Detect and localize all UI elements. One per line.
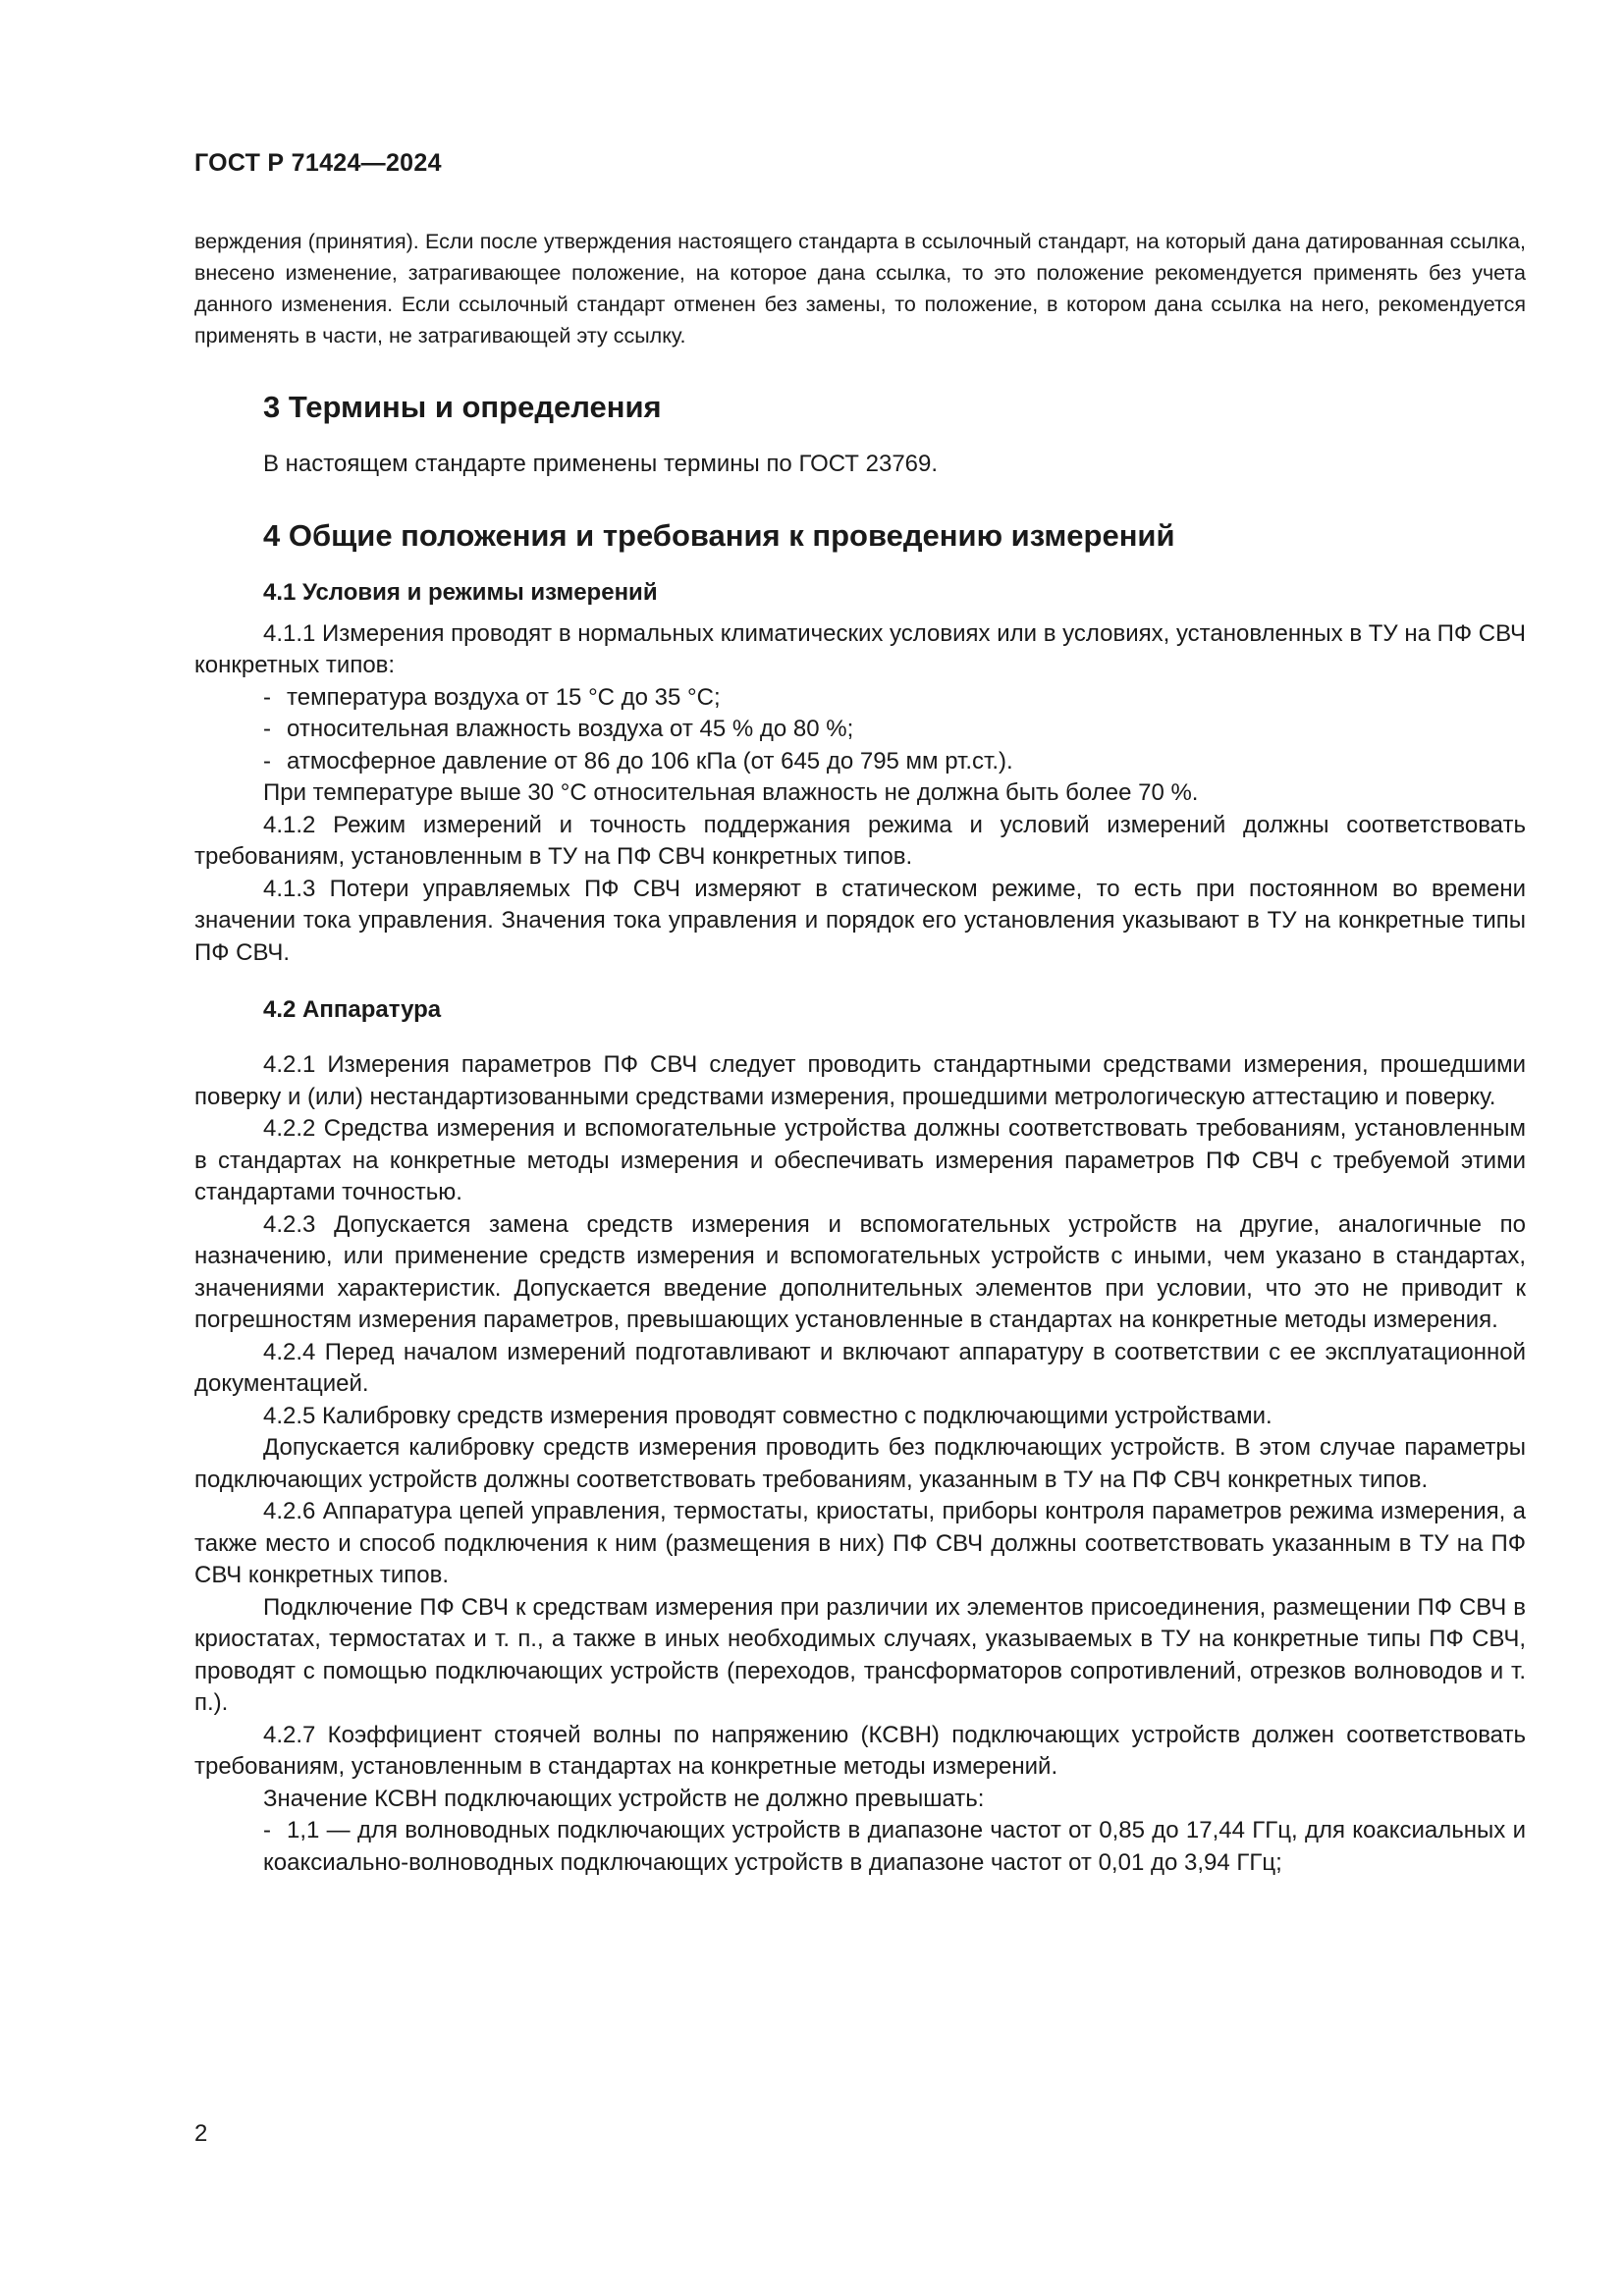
document-body (194, 388, 1526, 1879)
list-item: - атмосферное давление от 86 до 106 кПа (от 645 до 795 мм рт.ст.). (263, 747, 1013, 774)
paragraph-4-2-7-b: Значение КСВН подключающих устройств не должно превышать: (263, 1785, 985, 1812)
list-item: - относительная влажность воздуха от 45 % до 80 %; (263, 716, 854, 742)
page-number: 2 (194, 2120, 208, 2147)
paragraph-4-2-6-b: Подключение ПФ СВЧ к средствам измерения при различии их элементов присоединения, размещении ПФ СВЧ в криостатах, термостатах и т. п., а также в иных необходимых случаях, указываемых в ТУ на конкретные типы ПФ СВЧ, проводят с помощью подключающих устройств (переходов, трансформаторов сопротивлений, отрезков волноводов и т. п.). (194, 1593, 1526, 1716)
list-item: - 1,1 — для волноводных подключающих устройств в диапазоне частот от 0,85 до 17,44 ГГц, для коаксиальных и коаксиально-волноводных подключающих устройств в диапазоне частот от 0,01 до 3,94 ГГц; (263, 1817, 1526, 1876)
list-item: - температура воздуха от 15 °С до 35 °С; (263, 683, 721, 711)
document-header: ГОСТ Р 71424—2024 (194, 149, 442, 177)
section-3-title: 3 Термины и определения (263, 390, 662, 424)
paragraph-4-2-2: 4.2.2 Средства измерения и вспомогательные устройства должны соответствовать требованиям, установленным в стандартах на конкретные методы измерения и обеспечивать измерения параметров ПФ СВЧ с требуемой этими стандартами точностью. (194, 1115, 1526, 1205)
paragraph-4-1-2: 4.1.2 Режим измерений и точность поддержания режима и условий измерений должны соответствовать требованиям, установленным в ТУ на ПФ СВЧ конкретных типов. (194, 811, 1526, 870)
section-3-text: В настоящем стандарте применены термины по ГОСТ 23769. (263, 451, 939, 477)
paragraph-4-1-1-note: При температуре выше 30 °С относительная влажность не должна быть более 70 %. (263, 779, 1199, 806)
paragraph-4-2-5-b: Допускается калибровку средств измерения проводить без подключающих устройств. В этом случае параметры подключающих устройств должны соответствовать требованиям, указанным в ТУ на ПФ СВЧ конкретных типов. (194, 1434, 1526, 1493)
paragraph-4-2-4: 4.2.4 Перед началом измерений подготавливают и включают аппаратуру в соответствии с ее эксплуатационной документацией. (194, 1338, 1526, 1397)
paragraph-4-2-6: 4.2.6 Аппаратура цепей управления, термостаты, криостаты, приборы контроля параметров режима измерения, а также место и способ подключения к ним (размещения в них) ПФ СВЧ должны соответствовать указанным в ТУ на ПФ СВЧ конкретных типов. (194, 1498, 1526, 1588)
paragraph-4-2-7: 4.2.7 Коэффициент стоячей волны по напряжению (КСВН) подключающих устройств должен соответствовать требованиям, установленным в стандартах на конкретные методы измерений. (194, 1721, 1526, 1780)
paragraph-4-1-3: 4.1.3 Потери управляемых ПФ СВЧ измеряют в статическом режиме, то есть при постоянном во времени значении тока управления. Значения тока управления и порядок его установления указывают в ТУ на конкретные типы ПФ СВЧ. (194, 875, 1526, 966)
intro-paragraph: верждения (принятия). Если после утверждения настоящего стандарта в ссылочный стандарт, на который дана датированная ссылка, внесено изменение, затрагивающее положение, на которое дана ссылка, то это положение рекомендуется применять без учета данного изменения. Если ссылочный стандарт отменен без замены, то положение, в котором дана ссылка на него, рекомендуется применять в части, не затрагивающей эту ссылку. (194, 230, 1526, 347)
paragraph-4-2-1: 4.2.1 Измерения параметров ПФ СВЧ следует проводить стандартными средствами измерения, прошедшими поверку и (или) нестандартизованными средствами измерения, прошедшими метрологическую аттестацию и поверку. (194, 1051, 1526, 1110)
subsection-4-1-title: 4.1 Условия и режимы измерений (263, 578, 658, 606)
section-4-title: 4 Общие положения и требования к проведению измерений (263, 517, 1175, 553)
paragraph-4-2-5: 4.2.5 Калибровку средств измерения проводят совместно с подключающими устройствами. (263, 1402, 1272, 1429)
paragraph-4-2-3: 4.2.3 Допускается замена средств измерения и вспомогательных устройств на другие, аналогичные по назначению, или применение средств измерения и вспомогательных устройств с иными, чем указано в стандартах, значениями характеристик. Допускается введение дополнительных элементов при условии, что это не приводит к погрешностям измерения параметров, превышающих установленные в стандартах на конкретные методы измерения. (194, 1210, 1526, 1333)
subsection-4-2-title: 4.2 Аппаратура (263, 996, 442, 1023)
paragraph-4-1-1: 4.1.1 Измерения проводят в нормальных климатических условиях или в условиях, установленных в ТУ на ПФ СВЧ конкретных типов: (194, 619, 1527, 678)
